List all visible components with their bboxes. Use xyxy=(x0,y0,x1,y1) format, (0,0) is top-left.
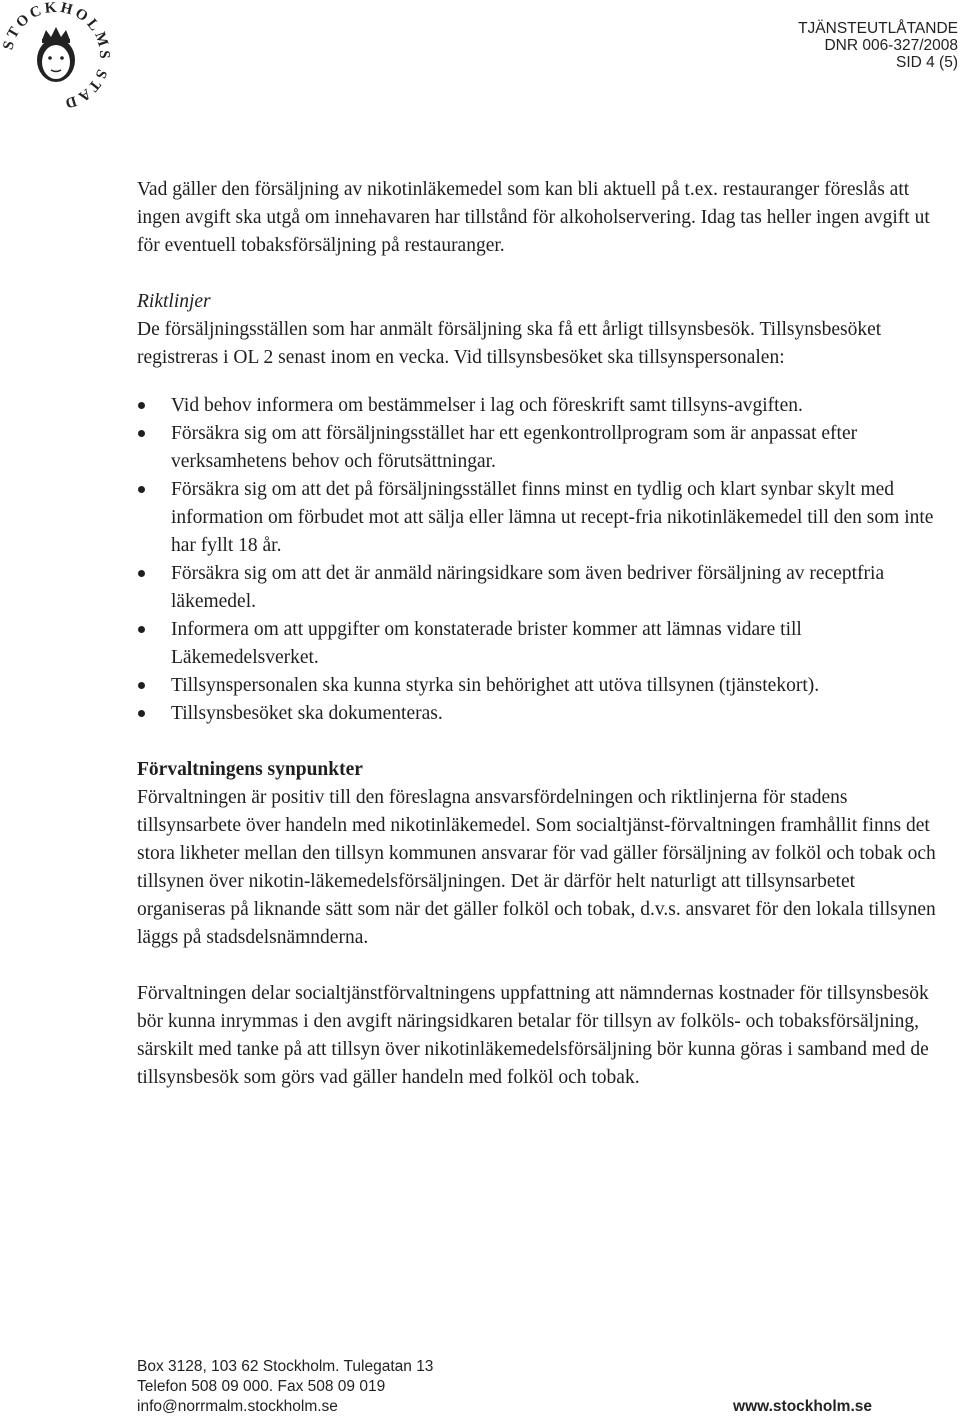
document-footer xyxy=(137,1357,872,1417)
footer-phone: Telefon 508 09 000. Fax 508 09 019 xyxy=(137,1378,386,1395)
list-item: Försäkra sig om att det är anmäld näringsidkare som även bedriver försäljning av receptfria läkemedel. xyxy=(137,560,937,616)
svg-text:STOCKHOLMS STAD: STOCKHOLMS STAD xyxy=(0,0,112,112)
intro-paragraph: Vad gäller den försäljning av nikotinläkemedel som kan bli aktuell på t.ex. restauranger föreslås att ingen avgift ska utgå om innehavaren har tillstånd för alkoholservering. Idag tas heller ingen avgift ut för eventuell tobaksförsäljning på restauranger. xyxy=(137,179,930,256)
stockholm-crest-icon xyxy=(0,0,112,112)
opinion-heading: Förvaltningens synpunkter xyxy=(137,759,363,780)
guidelines-heading: Riktlinjer xyxy=(137,291,211,312)
opinion-paragraph-1: Förvaltningen är positiv till den föreslagna ansvarsfördelningen och riktlinjerna för stadens tillsynsarbete över handeln med nikotinläkemedel. Som socialtjänst-förvaltningen framhållit finns det stora likheter mellan den tillsyn kommunen ansvarar för vad gäller försäljning av folköl och tobak och tillsynen över nikotin-läkemedelsförsäljningen. Det är därför helt naturligt att tillsynsarbetet organiseras på liknande sätt som när det gäller folköl och tobak, d.v.s. ansvaret för den lokala tillsynen läggs på stadsdelsnämnderna. xyxy=(137,787,936,948)
list-item: Försäkra sig om att försäljningsstället har ett egenkontrollprogram som är anpassat efter verksamhetens behov och förutsättningar. xyxy=(137,420,937,476)
list-item: Tillsynsbesöket ska dokumenteras. xyxy=(137,700,937,728)
guidelines-paragraph: De försäljningsställen som har anmält försäljning ska få ett årligt tillsynsbesök. Tillsynsbesöket registreras i OL 2 senast inom en vecka. Vid tillsynsbesöket ska tillsynspersonalen: xyxy=(137,319,882,368)
footer-address: Box 3128, 103 62 Stockholm. Tulegatan 13 xyxy=(137,1358,434,1375)
supervision-checklist xyxy=(137,392,937,728)
footer-website-link[interactable]: www.stockholm.se xyxy=(733,1398,872,1415)
document-header xyxy=(798,20,958,71)
list-item: Försäkra sig om att det på försäljningsstället finns minst en tydlig och klart synbar skylt med information om förbudet mot att sälja eller lämna ut recept-fria nikotinläkemedel till den som inte har fyllt 18 år. xyxy=(137,476,937,560)
page-number: SID 4 (5) xyxy=(895,54,958,71)
opinion-paragraph-2: Förvaltningen delar socialtjänstförvaltningens uppfattning att nämndernas kostnader för tillsynsbesök bör kunna inrymmas i den avgift näringsidkaren betalar för tillsyn av folköls- och tobaksförsäljning, särskilt med tanke på att tillsyn över nikotinläkemedelsförsäljning bör kunna göras i samband med de tillsynsbesök som görs vad gäller handeln med folköl och tobak. xyxy=(137,983,929,1088)
document-number: DNR 006-327/2008 xyxy=(824,37,958,54)
list-item: Informera om att uppgifter om konstaterade brister kommer att lämnas vidare till Läkemedelsverket. xyxy=(137,616,937,672)
document-body xyxy=(137,176,937,1092)
list-item: Vid behov informera om bestämmelser i lag och föreskrift samt tillsyns-avgiften. xyxy=(137,392,937,420)
list-item: Tillsynspersonalen ska kunna styrka sin behörighet att utöva tillsynen (tjänstekort). xyxy=(137,672,937,700)
footer-email[interactable]: info@norrmalm.stockholm.se xyxy=(137,1398,338,1415)
document-type: TJÄNSTEUTLÅTANDE xyxy=(798,20,958,37)
